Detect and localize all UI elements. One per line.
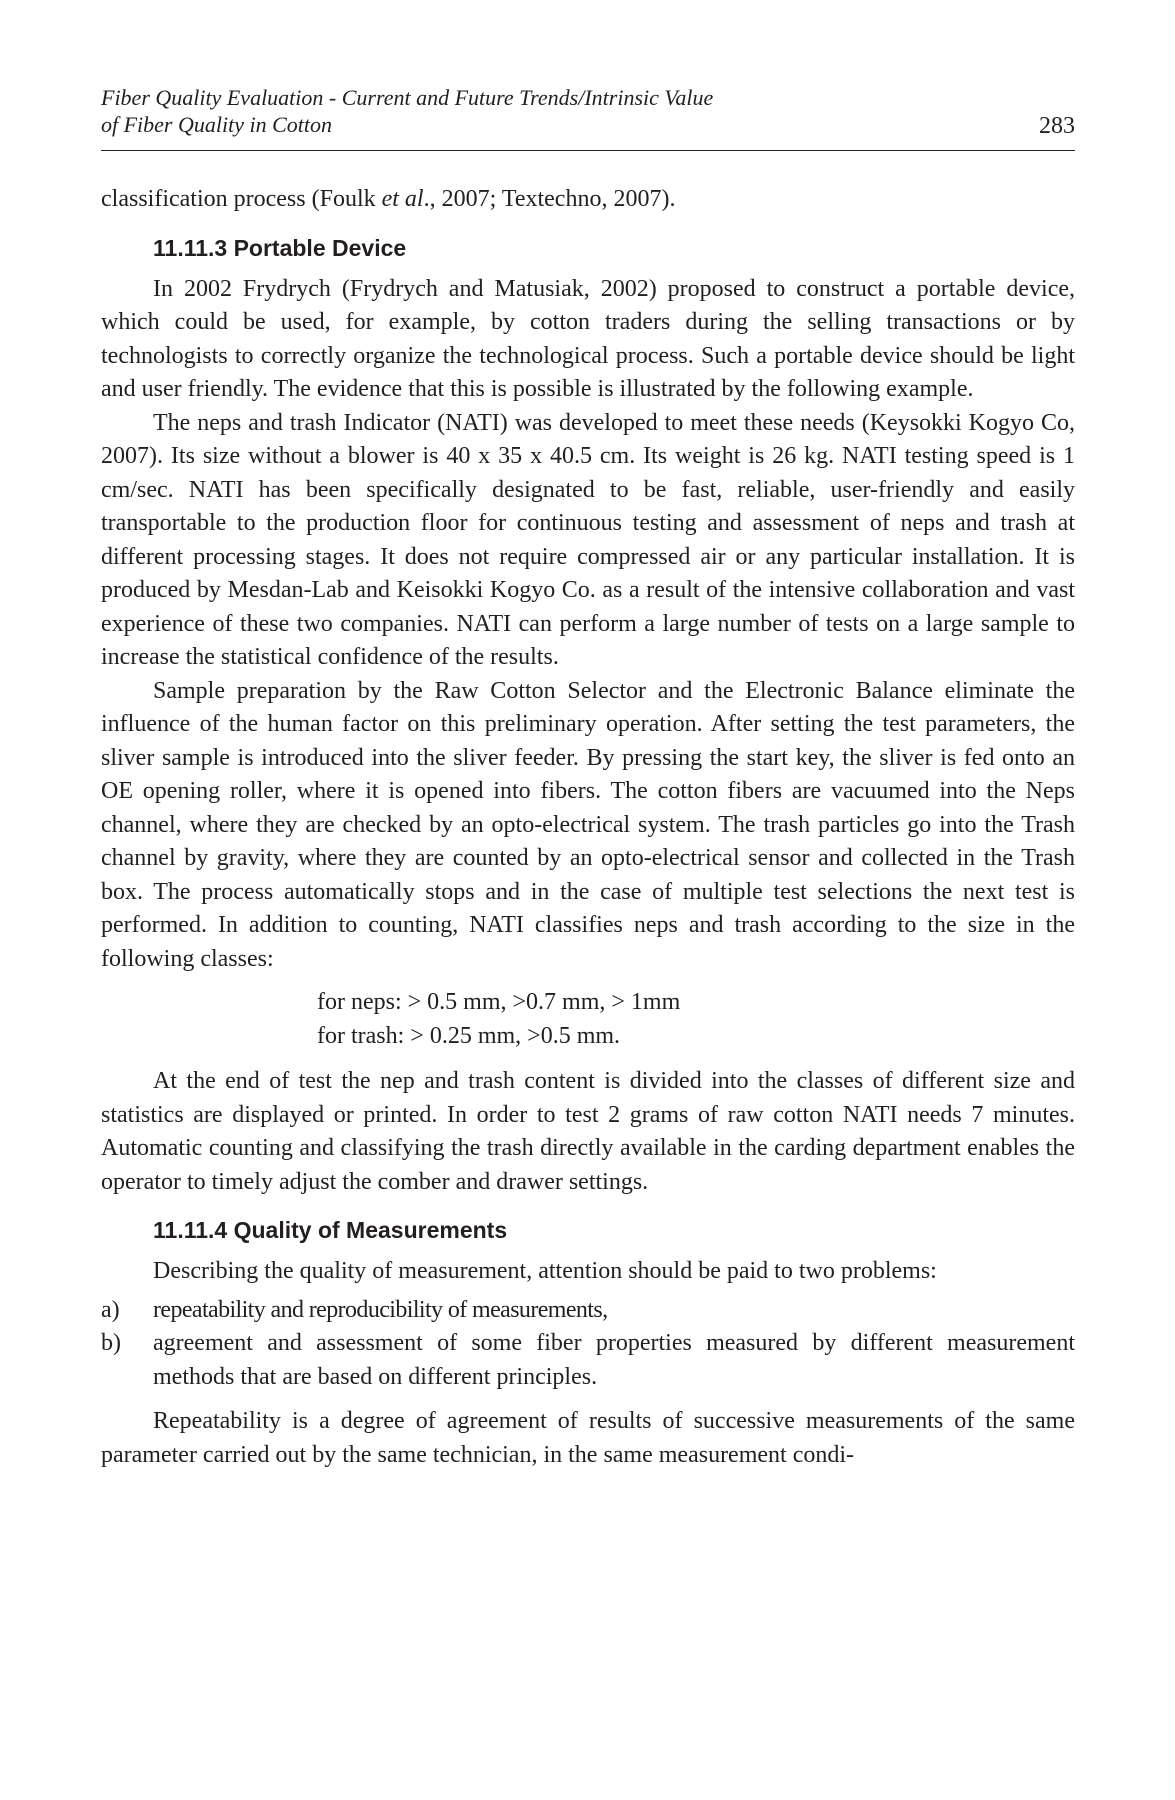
paragraph-portable-device-intro: In 2002 Frydrych (Frydrych and Matusiak, 2002) proposed to construct a portable device, which could be used, for example, by cotton traders during the selling transactions or by technologists to correctly organize the technological process. Such a portable device should be light and user friendly. The evidence that this is possible is illustrated by the following example. (101, 275, 1075, 402)
continued-paragraph (101, 183, 1075, 217)
body-text (101, 183, 1075, 1472)
running-title-line-1: Fiber Quality Evaluation - Current and Future Trends/Intrinsic Value (101, 85, 714, 110)
list-item (101, 1327, 1075, 1394)
list-item-text: agreement and assessment of some fiber properties measured by different measurement methods that are based on different principles. (153, 1330, 1075, 1390)
continued-text-start: classification process (Foulk (101, 186, 382, 212)
list-item-text: repeatability and reproducibility of measurements, (153, 1296, 608, 1323)
neps-classes-line: for neps: > 0.5 mm, >0.7 mm, > 1mm (317, 989, 681, 1015)
list-item (101, 1294, 1075, 1328)
list-marker: a) (101, 1296, 120, 1323)
paragraph-repeatability: Repeatability is a degree of agreement of results of successive measurements of the same parameter carried out by the same technician, in the same measurement condi- (101, 1408, 1075, 1468)
paragraph-nati-description: The neps and trash Indicator (NATI) was developed to meet these needs (Keysokki Kogyo Co, 2007). Its size without a blower is 40 x 35 x 40.5 cm. Its weight is 26 kg. NATI testing speed is 1 cm/sec. NATI has been specifically designated to be fast, reliable, user-friendly and easily transportable to the production floor for continuous testing and assessment of neps and trash at different processing stages. It does not require compressed air or any particular installation. It is produced by Mesdan-Lab and Keisokki Kogyo Co. as a result of the intensive collaboration and vast experience of these two companies. NATI can perform a large number of tests on a large sample to increase the statistical confidence of the results. (101, 409, 1075, 670)
running-header (101, 84, 1075, 151)
section-heading-portable-device: 11.11.3 Portable Device (153, 234, 407, 261)
running-title (101, 84, 861, 138)
size-classes-block (317, 986, 1075, 1053)
page-number: 283 (1039, 113, 1075, 139)
problems-list (101, 1294, 1075, 1395)
trash-classes-line: for trash: > 0.25 mm, >0.5 mm. (317, 1022, 621, 1049)
paragraph-sample-preparation: Sample preparation by the Raw Cotton Selector and the Electronic Balance eliminate the influence of the human factor on this preliminary operation. After setting the test parameters, the sliver sample is introduced into the sliver feeder. By pressing the start key, the sliver is fed onto an OE opening roller, where it is opened into fibers. The cotton fibers are vacuumed into the Neps channel, where they are checked by an opto-electrical system. The trash particles go into the Trash channel by gravity, where they are counted by an opto-electrical sensor and collected in the Trash box. The process automatically stops and in the case of multiple test selections the next test is performed. In addition to counting, NATI classifies neps and trash according to the size in the following classes: (101, 677, 1075, 972)
book-page (101, 84, 1075, 1472)
section-heading-quality-of-measurements: 11.11.4 Quality of Measurements (153, 1217, 508, 1243)
running-title-line-2: of Fiber Quality in Cotton (101, 112, 332, 137)
citation-italic: et al (381, 186, 424, 212)
paragraph-test-results: At the end of test the nep and trash content is divided into the classes of different size and statistics are displayed or printed. In order to test 2 grams of raw cotton NATI needs 7 minutes. Automatic counting and classifying the trash directly available in the carding department enables the operator to timely adjust the comber and drawer settings. (101, 1068, 1075, 1195)
paragraph-measurement-problems: Describing the quality of measurement, attention should be paid to two problems: (153, 1258, 937, 1284)
continued-text-end: ., 2007; Textechno, 2007). (423, 186, 676, 212)
list-marker: b) (101, 1330, 121, 1356)
